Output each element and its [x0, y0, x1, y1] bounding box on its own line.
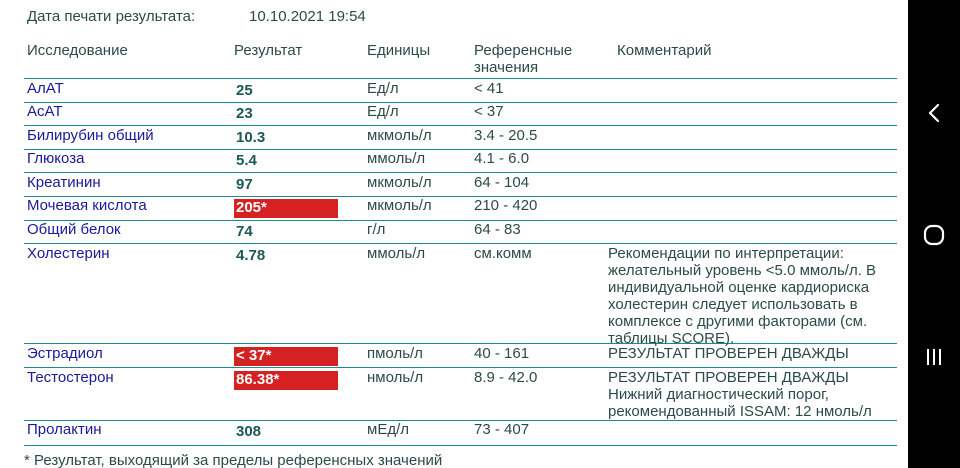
- row-comment: РЕЗУЛЬТАТ ПРОВЕРЕН ДВАЖДЫ Нижний диагностический порог, рекомендованный ISSAM: 12 нмоль/л: [608, 369, 872, 420]
- row-unit: мкмоль/л: [367, 127, 432, 144]
- row-result: 10.3: [236, 129, 266, 146]
- row-reference: 64 - 83: [474, 221, 521, 238]
- row-result: 4.78: [236, 247, 266, 264]
- row-reference: < 37: [474, 103, 504, 120]
- row-result: < 37*: [234, 347, 338, 366]
- row-reference: < 41: [474, 80, 504, 97]
- table-row: [24, 221, 897, 244]
- back-button[interactable]: [908, 93, 960, 133]
- header-result: Результат: [234, 42, 303, 59]
- header-comment: Комментарий: [617, 42, 712, 59]
- circle-home-icon: [923, 224, 945, 246]
- row-result: 86.38*: [234, 371, 338, 390]
- row-reference: 64 - 104: [474, 174, 530, 191]
- chevron-left-icon: [927, 103, 941, 123]
- table-row: [24, 80, 897, 103]
- row-result: 97: [236, 176, 253, 193]
- table-top-rule: [24, 78, 897, 79]
- row-test-name: Билирубин общий: [27, 127, 154, 144]
- row-unit: ммоль/л: [367, 245, 426, 262]
- row-test-name: Эстрадиол: [27, 345, 103, 362]
- header-reference: Референсные значения: [474, 42, 573, 76]
- row-result: 5.4: [236, 152, 257, 169]
- row-test-name: АсАТ: [27, 103, 63, 120]
- home-button[interactable]: [908, 215, 960, 255]
- row-comment: Рекомендации по интерпретации: желательный уровень <5.0 ммоль/л. В индивидуальной оценке кардиориска холестерин следует использовать в комплексе с другими факторами (см. таблицы SCORE).: [608, 245, 877, 347]
- row-unit: ммоль/л: [367, 150, 426, 167]
- row-result: 25: [236, 82, 253, 99]
- row-result: 308: [236, 423, 262, 440]
- row-unit: нмоль/л: [367, 369, 424, 386]
- row-reference: 4.1 - 6.0: [474, 150, 530, 167]
- row-unit: мкмоль/л: [367, 197, 432, 214]
- android-nav-bar: [908, 0, 960, 468]
- table-row: [24, 245, 897, 347]
- print-date-row: [27, 8, 366, 25]
- row-reference: 40 - 161: [474, 345, 530, 362]
- row-test-name: Тестостерон: [27, 369, 114, 386]
- row-unit: мЕд/л: [367, 421, 409, 438]
- table-row: [24, 345, 897, 368]
- row-unit: мкмоль/л: [367, 174, 432, 191]
- table-row: [24, 127, 897, 150]
- row-unit: Ед/л: [367, 103, 399, 120]
- triple-bar-recents-icon: [924, 348, 944, 366]
- table-row: [24, 150, 897, 173]
- header-test: Исследование: [27, 42, 128, 59]
- row-reference: 73 - 407: [474, 421, 530, 438]
- row-reference: 3.4 - 20.5: [474, 127, 538, 144]
- table-row: [24, 369, 897, 421]
- row-result: 74: [236, 223, 253, 240]
- print-date-value: 10.10.2021 19:54: [249, 8, 366, 25]
- row-test-name: Креатинин: [27, 174, 101, 191]
- table-row: [24, 421, 897, 446]
- table-row: [24, 174, 897, 197]
- row-test-name: Пролактин: [27, 421, 102, 438]
- recents-button[interactable]: [908, 337, 960, 377]
- row-unit: г/л: [367, 221, 386, 238]
- row-reference: см.комм: [474, 245, 532, 262]
- row-unit: пмоль/л: [367, 345, 423, 362]
- row-test-name: Глюкоза: [27, 150, 85, 167]
- table-row: [24, 103, 897, 126]
- row-comment: РЕЗУЛЬТАТ ПРОВЕРЕН ДВАЖДЫ: [608, 345, 849, 362]
- table-row: [24, 197, 897, 221]
- row-test-name: Мочевая кислота: [27, 197, 147, 214]
- row-result: 205*: [234, 199, 338, 218]
- row-test-name: Холестерин: [27, 245, 110, 262]
- print-date-label: Дата печати результата:: [27, 8, 196, 25]
- row-test-name: АлАТ: [27, 80, 64, 97]
- row-unit: Ед/л: [367, 80, 399, 97]
- footnote: * Результат, выходящий за пределы референсных значений: [24, 452, 443, 468]
- row-reference: 210 - 420: [474, 197, 538, 214]
- row-result: 23: [236, 105, 253, 122]
- row-reference: 8.9 - 42.0: [474, 369, 538, 386]
- header-units: Единицы: [367, 42, 431, 59]
- row-test-name: Общий белок: [27, 221, 121, 238]
